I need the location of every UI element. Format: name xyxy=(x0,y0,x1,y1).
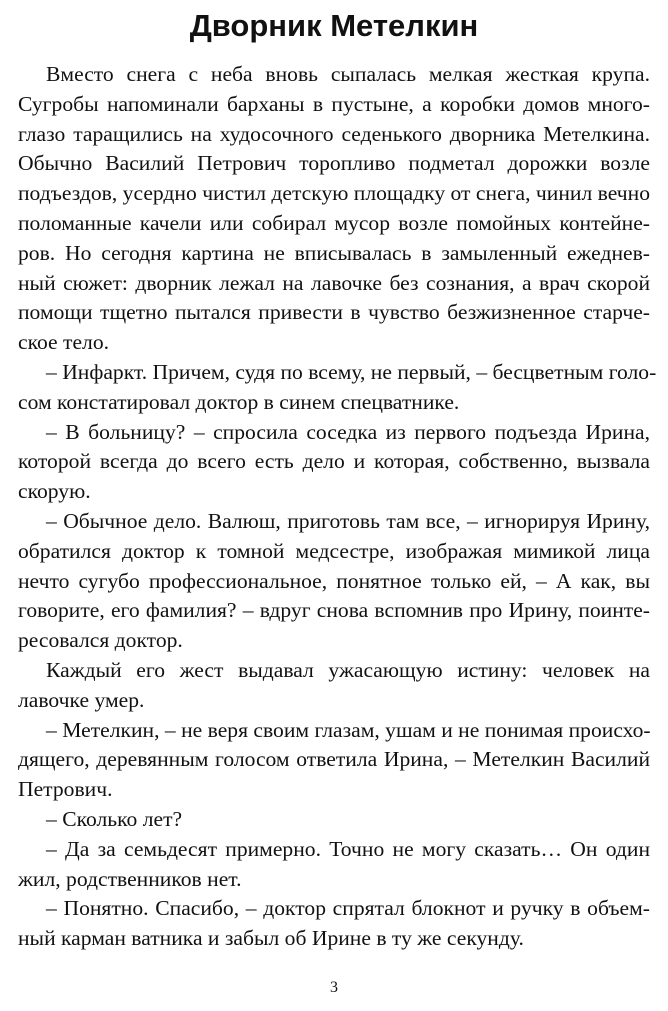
paragraph xyxy=(18,507,650,656)
text-line: – Да за семьдесят примерно. Точно не могу сказать… Он один xyxy=(46,836,650,861)
text-line: подъездов, усердно чистил детскую площадку от снега, чинил вечно xyxy=(18,181,650,206)
text-line: Вместо снега с неба вновь сыпалась мелкая жесткая крупа. xyxy=(46,62,650,86)
text-line: скорую. xyxy=(18,479,91,504)
paragraph xyxy=(18,716,650,805)
text-line: Петрович. xyxy=(18,777,113,802)
paragraph xyxy=(18,894,650,954)
text-line: – В больницу? – спросила соседка из первого подъезда Ирина, xyxy=(46,419,650,444)
paragraph xyxy=(18,835,650,895)
text-line: – Обычное дело. Валюш, приготовь там все, – игнорируя Ирину, xyxy=(46,508,650,533)
paragraph xyxy=(18,358,657,418)
text-line: – Инфаркт. Причем, судя по всему, не первый, – бесцветным голо- xyxy=(46,359,657,384)
page-number: 3 xyxy=(330,979,338,996)
text-line: ный карман ватника и забыл об Ирине в ту же секунду. xyxy=(18,926,524,951)
body-text xyxy=(18,60,657,954)
text-line: поломанные качели или собирал мусор возле помойных контейне- xyxy=(18,210,650,235)
text-line: ское тело. xyxy=(18,330,110,355)
paragraph xyxy=(18,805,650,835)
text-line: – Сколько лет? xyxy=(46,806,183,831)
text-line: ресовался доктор. xyxy=(18,628,183,653)
text-line: – Метелкин, – не веря своим глазам, ушам и не понимая происхо- xyxy=(46,717,651,742)
text-line: лавочке умер. xyxy=(18,687,145,712)
text-line: Обычно Василий Петрович торопливо подметал дорожки возле xyxy=(18,151,650,176)
text-line: ный сюжет: дворник лежал на лавочке без сознания, а врач скорой xyxy=(18,270,650,295)
text-line: которой всегда до всего есть дело и которая, собственно, вызвала xyxy=(18,449,650,474)
text-line: обратился доктор к томной медсестре, изображая мимикой лица xyxy=(18,538,650,563)
paragraph xyxy=(18,418,650,507)
text-line: говорите, его фамилия? – вдруг снова вспомнив про Ирину, поинте- xyxy=(18,598,650,623)
text-line: нечто сугубо профессиональное, понятное только ей, – А как, вы xyxy=(18,568,650,593)
text-line: глазо таращились на худосочного седенького дворника Метелкина. xyxy=(18,121,650,146)
text-line: ров. Но сегодня картина не вписывалась в замыленный ежеднев- xyxy=(18,240,650,265)
text-line: дящего, деревянным голосом ответила Ирина, – Метелкин Василий xyxy=(18,747,650,772)
text-line: жил, родственников нет. xyxy=(18,866,242,891)
text-line: – Понятно. Спасибо, – доктор спрятал блокнот и ручку в объем- xyxy=(46,896,650,921)
chapter-title: Дворник Метелкин xyxy=(189,8,479,43)
text-line: сом констатировал доктор в синем спецватнике. xyxy=(18,389,460,414)
text-line: помощи тщетно пытался привести в чувство безжизненное старче- xyxy=(18,300,650,325)
paragraph xyxy=(18,656,650,716)
text-line: Сугробы напоминали барханы в пустыне, а коробки домов много- xyxy=(18,91,650,116)
paragraph xyxy=(18,60,650,358)
text-line: Каждый его жест выдавал ужасающую истину: человек на xyxy=(46,657,650,682)
